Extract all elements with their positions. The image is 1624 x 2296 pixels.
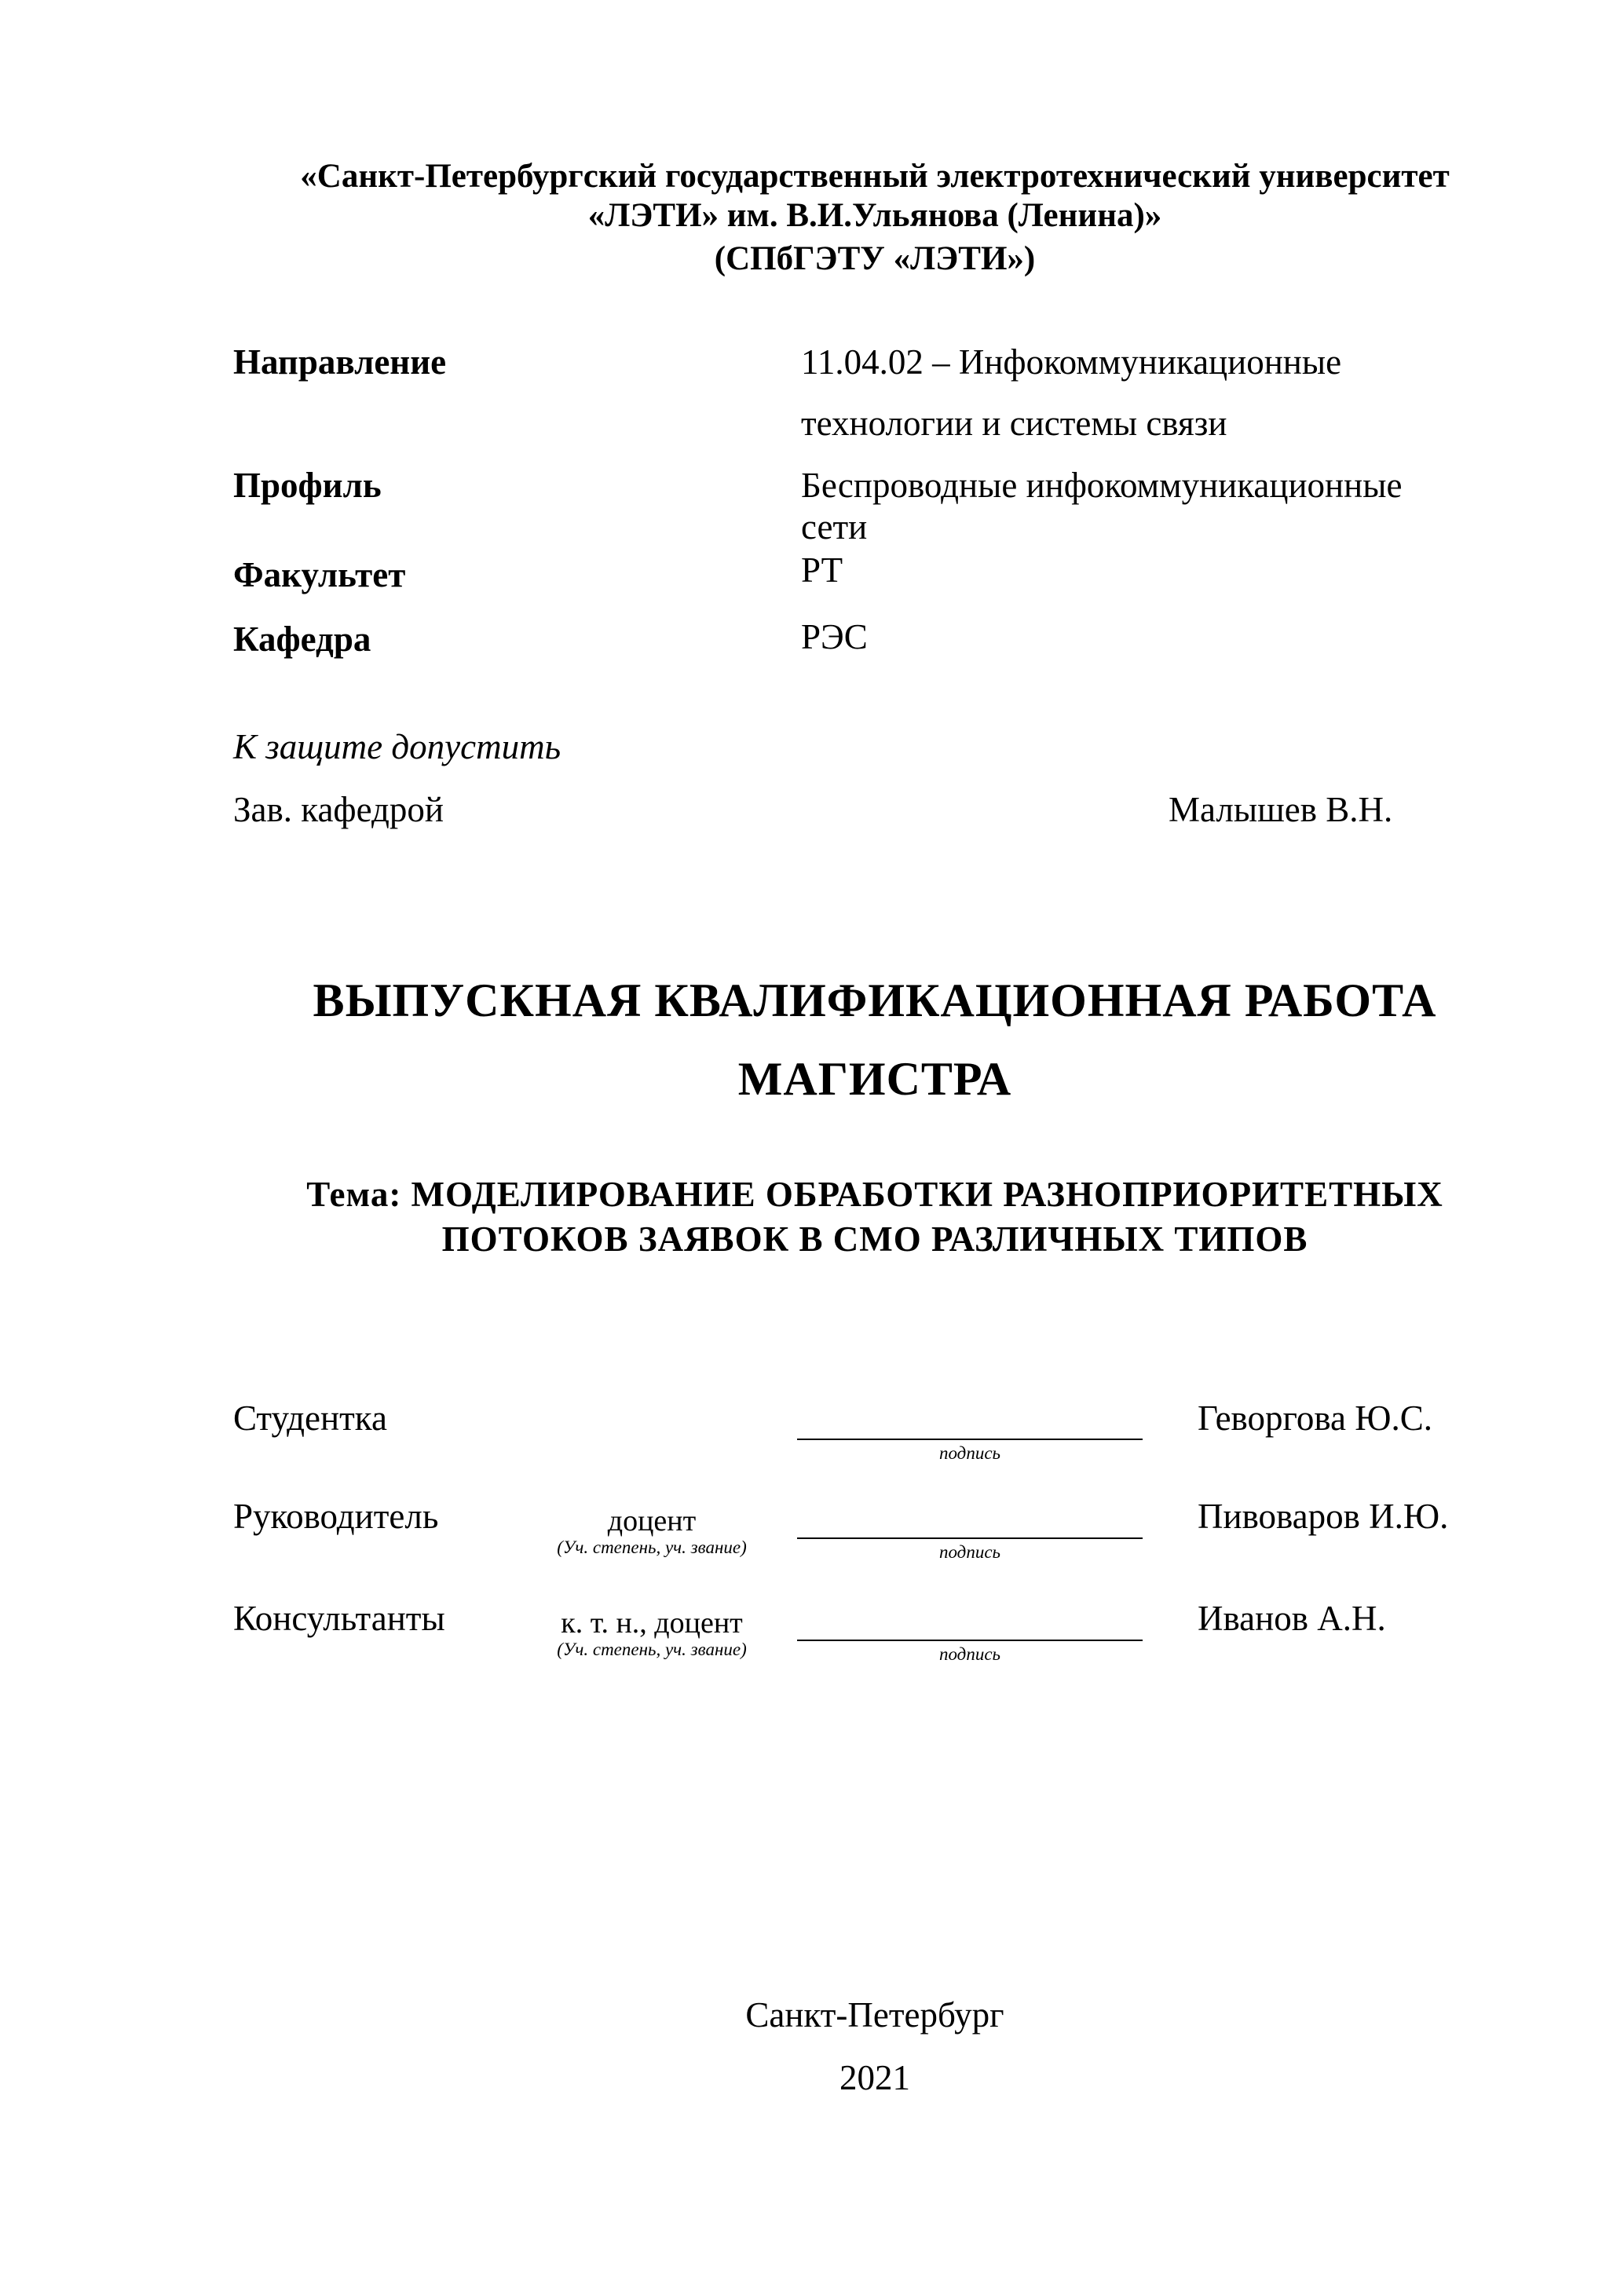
- consultants-degree: к. т. н., доцент: [561, 1607, 743, 1640]
- direction-value-line2: технологии и системы связи: [801, 404, 1227, 443]
- supervisor-signature-line: [797, 1537, 1143, 1539]
- faculty-value: РТ: [801, 550, 843, 590]
- department-label: Кафедра: [233, 620, 371, 659]
- faculty-label: Факультет: [233, 555, 406, 594]
- consultants-name: Иванов А.Н.: [1198, 1599, 1386, 1638]
- profile-value-line1: Беспроводные инфокоммуникационные: [801, 466, 1403, 505]
- university-name-line2: «ЛЭТИ» им. В.И.Ульянова (Ленина)»: [587, 197, 1162, 234]
- topic-line1: Тема: МОДЕЛИРОВАНИЕ ОБРАБОТКИ РАЗНОПРИОРИТЕТНЫХ: [306, 1175, 1443, 1214]
- profile-label: Профиль: [233, 466, 382, 505]
- student-signature-line: [797, 1439, 1143, 1440]
- student-name: Геворгова Ю.С.: [1198, 1398, 1432, 1438]
- student-label: Студентка: [233, 1398, 387, 1438]
- topic-line2: ПОТОКОВ ЗАЯВОК В СМО РАЗЛИЧНЫХ ТИПОВ: [441, 1219, 1308, 1259]
- student-signature-caption: подпись: [938, 1443, 1000, 1463]
- supervisor-name: Пивоваров И.Ю.: [1198, 1497, 1449, 1536]
- supervisor-signature-caption: подпись: [938, 1542, 1000, 1562]
- consultants-degree-caption: (Уч. степень, уч. звание): [557, 1640, 747, 1659]
- head-of-department-label: Зав. кафедрой: [233, 790, 444, 829]
- university-abbreviation: (СПбГЭТУ «ЛЭТИ»): [714, 240, 1036, 277]
- admission-label: К защите допустить: [233, 727, 561, 766]
- direction-value-line1: 11.04.02 – Инфокоммуникационные: [801, 342, 1342, 382]
- document-title-line1: ВЫПУСКНАЯ КВАЛИФИКАЦИОННАЯ РАБОТА: [313, 974, 1437, 1026]
- university-name-line1: «Санкт-Петербургский государственный электротехнический университет: [300, 158, 1450, 195]
- consultants-signature-caption: подпись: [938, 1644, 1000, 1664]
- year: 2021: [839, 2058, 910, 2097]
- direction-label: Направление: [233, 342, 447, 382]
- supervisor-degree: доцент: [607, 1504, 697, 1537]
- supervisor-degree-caption: (Уч. степень, уч. звание): [557, 1537, 747, 1557]
- department-value: РЭС: [801, 617, 868, 656]
- consultants-label: Консультанты: [233, 1599, 445, 1638]
- profile-value-line2: сети: [801, 507, 868, 547]
- city: Санкт-Петербург: [745, 1995, 1004, 2035]
- consultants-signature-line: [797, 1640, 1143, 1641]
- document-title-line2: МАГИСТРА: [737, 1053, 1012, 1105]
- supervisor-label: Руководитель: [233, 1497, 439, 1536]
- head-of-department-name: Малышев В.Н.: [1169, 790, 1393, 829]
